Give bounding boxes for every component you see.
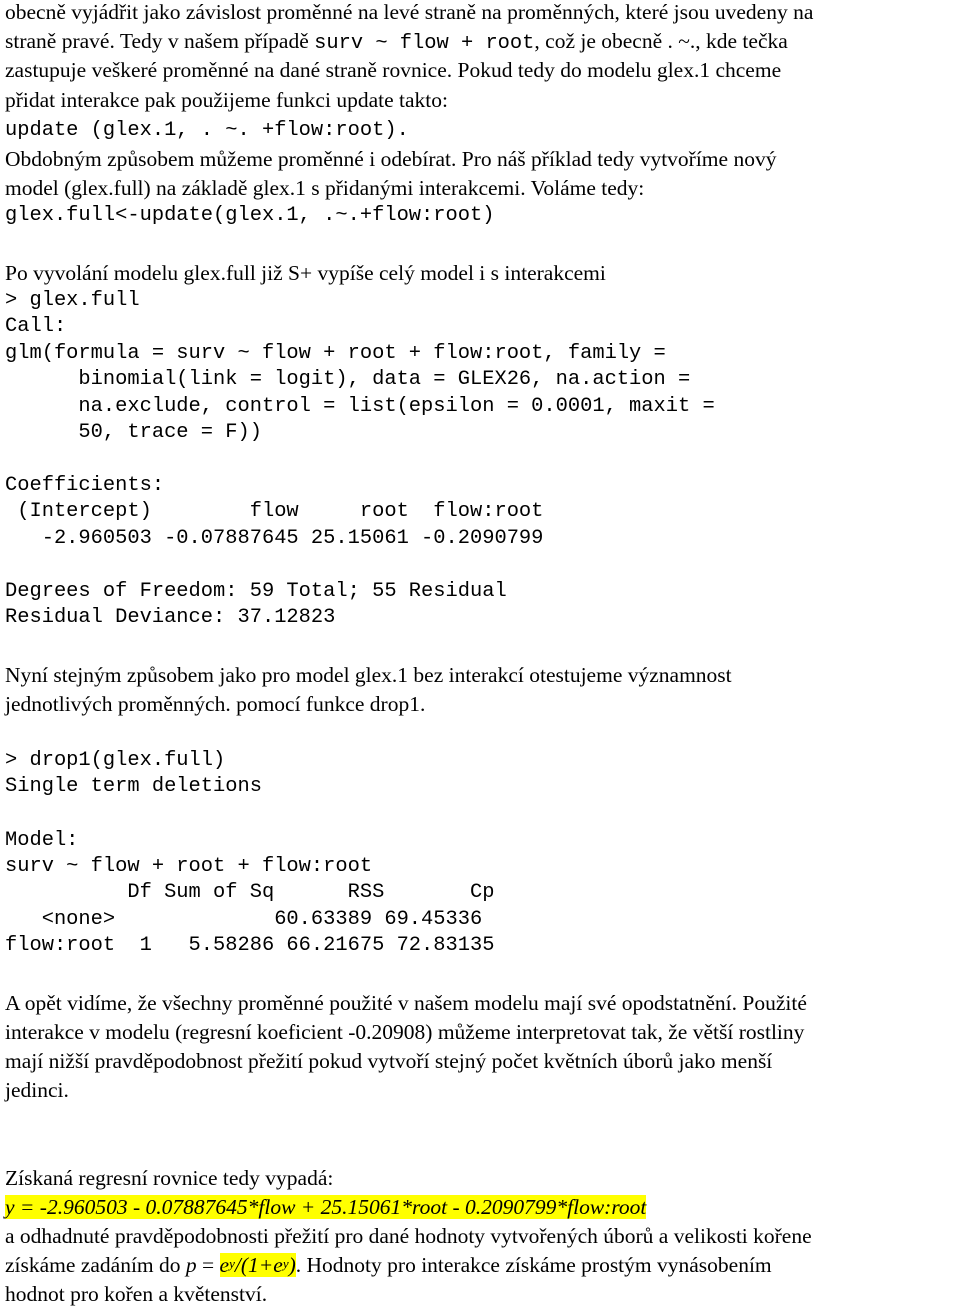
- paragraph-line: Získaná regresní rovnice tedy vypadá:: [5, 1166, 334, 1190]
- paragraph-line: a odhadnuté pravděpodobnosti přežití pro dané hodnoty vytvořených úborů a velikosti kořene: [5, 1224, 812, 1248]
- code-line: Degrees of Freedom: 59 Total; 55 Residual: [5, 580, 507, 603]
- math-var: e: [219, 1253, 230, 1277]
- paragraph-line: zastupuje veškeré proměnné na dané straně rovnice. Pokud tedy do modelu glex.1 chceme: [5, 58, 782, 82]
- code-line: binomial(link = logit), data = GLEX26, na.action =: [5, 368, 691, 391]
- code-line: Residual Deviance: 37.12823: [5, 606, 336, 629]
- equation-line: [5, 1193, 646, 1223]
- code-line: > drop1(glex.full): [5, 749, 226, 772]
- paragraph-line: model (glex.full) na základě glex.1 s přidanými interakcemi. Voláme tedy:: [5, 176, 645, 200]
- code-line: Df Sum of Sq RSS Cp: [5, 881, 495, 904]
- paragraph-line: přidat interakce pak použijeme funkci update takto:: [5, 88, 448, 112]
- inline-code: surv ~ flow + root: [314, 32, 535, 55]
- code-line: Call:: [5, 315, 67, 338]
- code-line: glex.full<-update(glex.1, .~.+flow:root): [5, 204, 495, 227]
- math-exponent: y: [229, 1256, 235, 1271]
- code-line: -2.960503 -0.07887645 25.15061 -0.2090799: [5, 527, 544, 550]
- code-line: > glex.full: [5, 289, 140, 312]
- paragraph-line: hodnot pro kořen a květenství.: [5, 1282, 268, 1306]
- paragraph-line: Nyní stejným způsobem jako pro model glex.1 bez interakcí otestujeme významnost: [5, 663, 732, 687]
- math-var: e: [273, 1253, 283, 1277]
- paragraph-line: [5, 27, 788, 59]
- text-span: získáme zadáním do: [5, 1253, 186, 1277]
- paragraph-line: A opět vidíme, že všechny proměnné použité v našem modelu mají své opodstatnění. Použité: [5, 991, 807, 1015]
- highlighted-equation: y = -2.960503 - 0.07887645*flow + 25.15061*root - 0.2090799*flow:root: [5, 1195, 647, 1219]
- text-span: =: [196, 1253, 220, 1277]
- code-line: Model:: [5, 829, 79, 852]
- paragraph-line: jednotlivých proměnných. pomocí funkce drop1.: [5, 692, 426, 716]
- code-line: <none> 60.63389 69.45336: [5, 908, 483, 931]
- code-line: flow:root 1 5.58286 66.21675 72.83135: [5, 934, 495, 957]
- paragraph-line: [5, 1251, 772, 1281]
- code-line: (Intercept) flow root flow:root: [5, 500, 544, 523]
- text-span: , což je obecně . ~., kde tečka: [534, 29, 788, 53]
- text-span: straně pravé. Tedy v našem případě: [5, 29, 315, 53]
- code-line: update (glex.1, . ~. +flow:root).: [5, 119, 409, 142]
- paragraph-line: Po vyvolání modelu glex.full již S+ vypíše celý model i s interakcemi: [5, 261, 606, 285]
- paragraph-line: Obdobným způsobem můžeme proměnné i odebírat. Pro náš příklad tedy vytvoříme nový: [5, 147, 777, 171]
- paragraph-line: interakce v modelu (regresní koeficient -0.20908) můžeme interpretovat tak, že větší rostliny: [5, 1020, 805, 1044]
- math-exponent: y: [282, 1256, 289, 1271]
- code-line: glm(formula = surv ~ flow + root + flow:root, family =: [5, 342, 666, 365]
- text-span: . Hodnoty pro interakce získáme prostým vynásobením: [295, 1253, 772, 1277]
- code-line: na.exclude, control = list(epsilon = 0.0001, maxit =: [5, 395, 715, 418]
- math-text: ): [288, 1253, 296, 1277]
- code-line: Single term deletions: [5, 775, 262, 798]
- code-line: 50, trace = F)): [5, 421, 262, 444]
- math-var: p: [185, 1253, 197, 1277]
- code-line: surv ~ flow + root + flow:root: [5, 855, 373, 878]
- code-line: Coefficients:: [5, 474, 165, 497]
- highlighted-formula: [220, 1253, 296, 1277]
- math-text: /(1+: [234, 1253, 274, 1277]
- paragraph-line: obecně vyjádřit jako závislost proměnné na levé straně na proměnných, které jsou uvedeny na: [5, 0, 814, 24]
- paragraph-line: mají nižší pravděpodobnost přežití pokud vytvoří stejný počet květních úborů jako menší: [5, 1049, 773, 1073]
- paragraph-line: jedinci.: [5, 1078, 69, 1102]
